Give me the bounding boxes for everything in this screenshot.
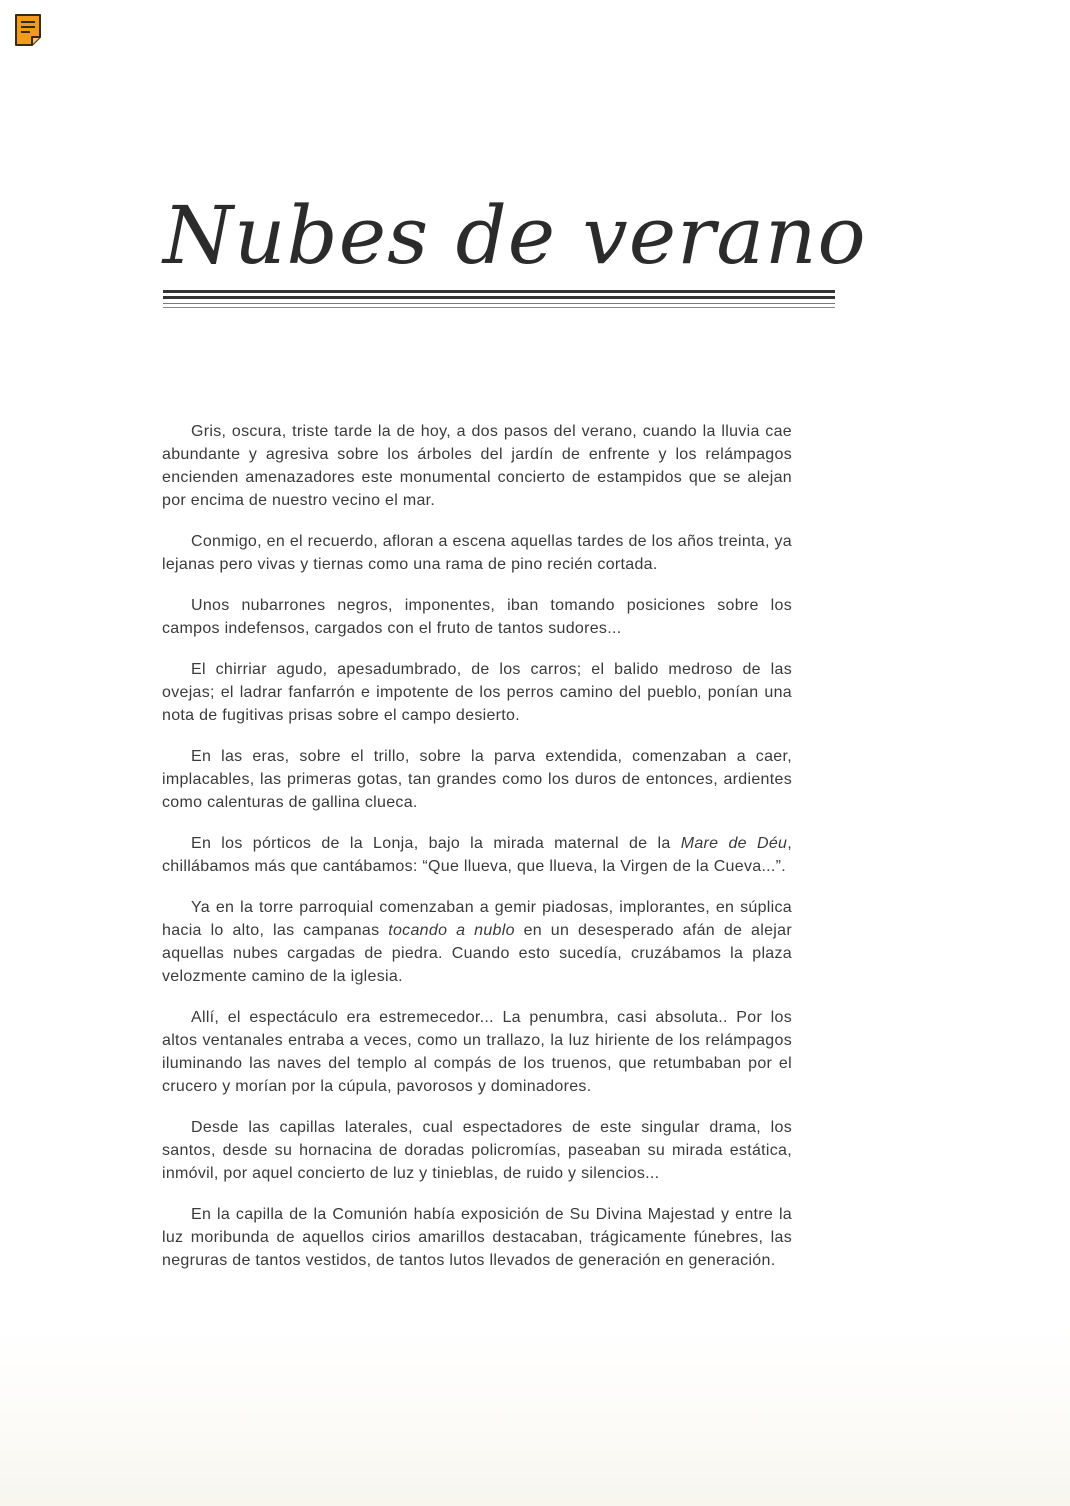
title-rule-line — [163, 307, 835, 308]
title-rule — [163, 290, 835, 310]
article-body — [162, 420, 792, 1290]
paragraph — [162, 1203, 792, 1272]
page-title: Nubes de verano — [163, 189, 867, 282]
paragraph-text: Conmigo, en el recuerdo, afloran a escena aquellas tardes de los años treinta, ya lejanas pero vivas y tiernas como una rama de pino recién cortada. — [162, 533, 792, 573]
paragraph-text: Unos nubarrones negros, imponentes, iban tomando posiciones sobre los campos indefensos, cargados con el fruto de tantos sudores... — [162, 597, 792, 637]
paragraph-text: Ya en la torre parroquial comenzaban a gemir piadosas, implorantes, en súplica hacia lo alto, las campanas — [162, 899, 792, 939]
paragraph — [162, 658, 792, 727]
paragraph-text: En las eras, sobre el trillo, sobre la parva extendida, comenzaban a caer, implacables, las primeras gotas, tan grandes como los duros de entonces, ardientes como calenturas de gallina clueca. — [162, 748, 792, 811]
paragraph — [162, 896, 792, 988]
paragraph — [162, 594, 792, 640]
paragraph — [162, 1006, 792, 1098]
paragraph-text: Allí, el espectáculo era estremecedor... La penumbra, casi absoluta.. Por los altos ventanales entraba a veces, como un trallazo, la luz hiriente de los relámpagos iluminando las naves del templo al compás de los truenos, que retumbaban por el crucero y morían por la cúpula, pavorosos y dominadores. — [162, 1009, 792, 1095]
italic-text: Mare de Déu — [680, 835, 788, 852]
title-rule-line — [163, 296, 835, 299]
paragraph-text: En la capilla de la Comunión había exposición de Su Divina Majestad y entre la luz moribunda de aquellos cirios amarillos destacaban, trágicamente fúnebres, las negruras de tantos vestidos, de tantos lutos llevados de generación en generación. — [162, 1206, 792, 1269]
paragraph-text: Gris, oscura, triste tarde la de hoy, a dos pasos del verano, cuando la lluvia cae abundante y agresiva sobre los árboles del jardín de enfrente y los relámpagos encienden amenazadores este monumental concierto de estampidos que se alejan por encima de nuestro vecino el mar. — [162, 423, 792, 509]
paragraph-text: El chirriar agudo, apesadumbrado, de los carros; el balido medroso de las ovejas; el ladrar fanfarrón e impotente de los perros camino del pueblo, ponían una nota de fugitivas prisas sobre el campo desierto. — [162, 661, 792, 724]
paragraph — [162, 420, 792, 512]
paragraph-text: , chillábamos más que cantábamos: “Que llueva, que llueva, la Virgen de la Cueva...”. — [162, 835, 793, 875]
paragraph-text: En los pórticos de la Lonja, bajo la mirada maternal de la — [191, 835, 681, 852]
italic-text: tocando a nublo — [388, 922, 515, 939]
paragraph — [162, 1116, 792, 1185]
title-rule-line — [163, 303, 835, 304]
paragraph — [162, 832, 792, 878]
document-icon[interactable] — [14, 13, 44, 47]
paragraph-text: en un desesperado afán de alejar aquellas nubes cargadas de piedra. Cuando esto sucedía, cruzábamos la plaza velozmente camino de la iglesia. — [162, 922, 792, 985]
paragraph — [162, 530, 792, 576]
paragraph — [162, 745, 792, 814]
title-rule-line — [163, 290, 835, 293]
paragraph-text: Desde las capillas laterales, cual espectadores de este singular drama, los santos, desde su hornacina de doradas policromías, paseaban su mirada estática, inmóvil, por aquel concierto de luz y tinieblas, de ruido y silencios... — [162, 1119, 792, 1182]
